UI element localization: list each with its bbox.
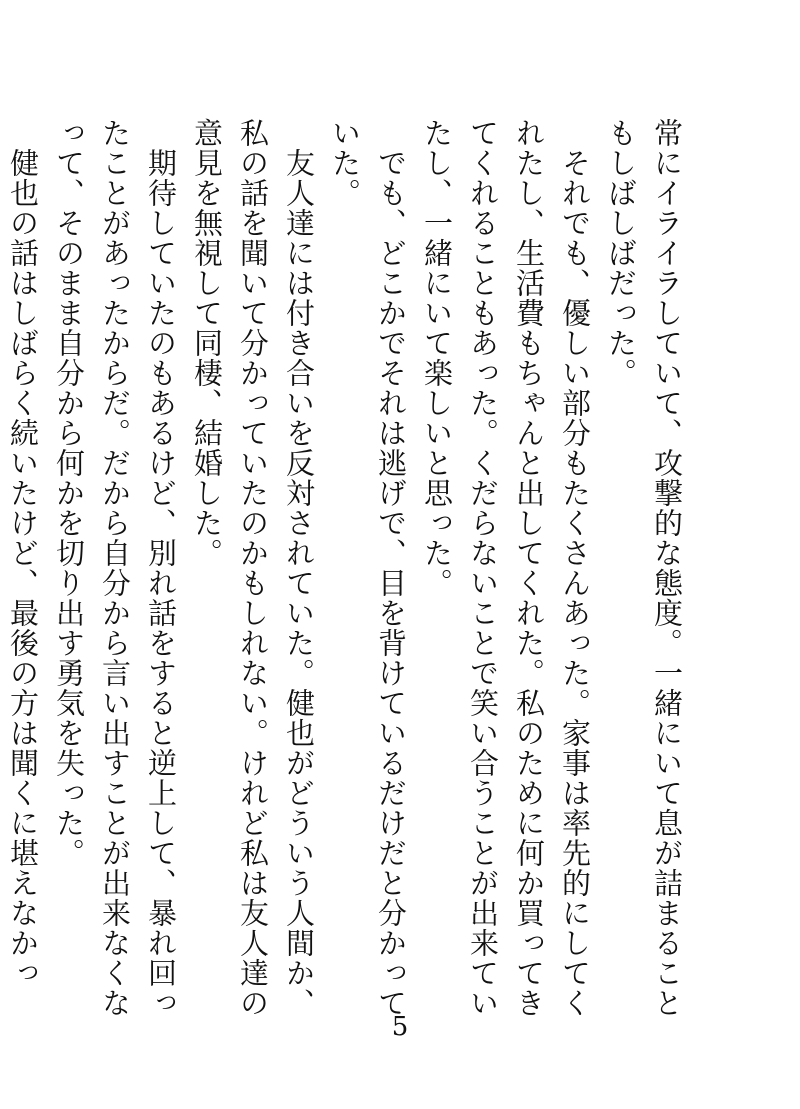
paragraph-4: 友人達には付き合いを反対されていた。健也がどういう人間か、私の話を聞いて分かっていたのかもしれない。けれど私は友人達の意見を無視して同棲、結婚した。 (190, 118, 316, 1018)
page-number: 5 (391, 1012, 409, 1042)
paragraph-3: でも、どこかでそれは逃げで、目を背けているだけだと分かっていた。 (328, 118, 408, 1018)
paragraph-2: それでも、優しい部分もたくさんあった。家事は率先的にしてくれたし、生活費もちゃんと出してくれた。私のために何か買ってきてくれることもあった。くだらないことで笑い合うことが出来ていたし、一緒にいて楽しいと思った。 (420, 118, 592, 1018)
paragraph-5: 期待していたのもあるけど、別れ話をすると逆上して、暴れ回ったことがあったからだ。だから自分から言い出すことが出来なくなって、そのまま自分から何かを切り出す勇気を失った。 (52, 118, 178, 1018)
paragraph-1: 常にイライラしていて、攻撃的な態度。一緒にいて息が詰まることもしばしばだった。 (604, 118, 684, 1018)
vertical-text-body (0, 118, 690, 1023)
paragraph-6: 健也の話はしばらく続いたけど、最後の方は聞くに堪えなかっ (6, 148, 40, 988)
